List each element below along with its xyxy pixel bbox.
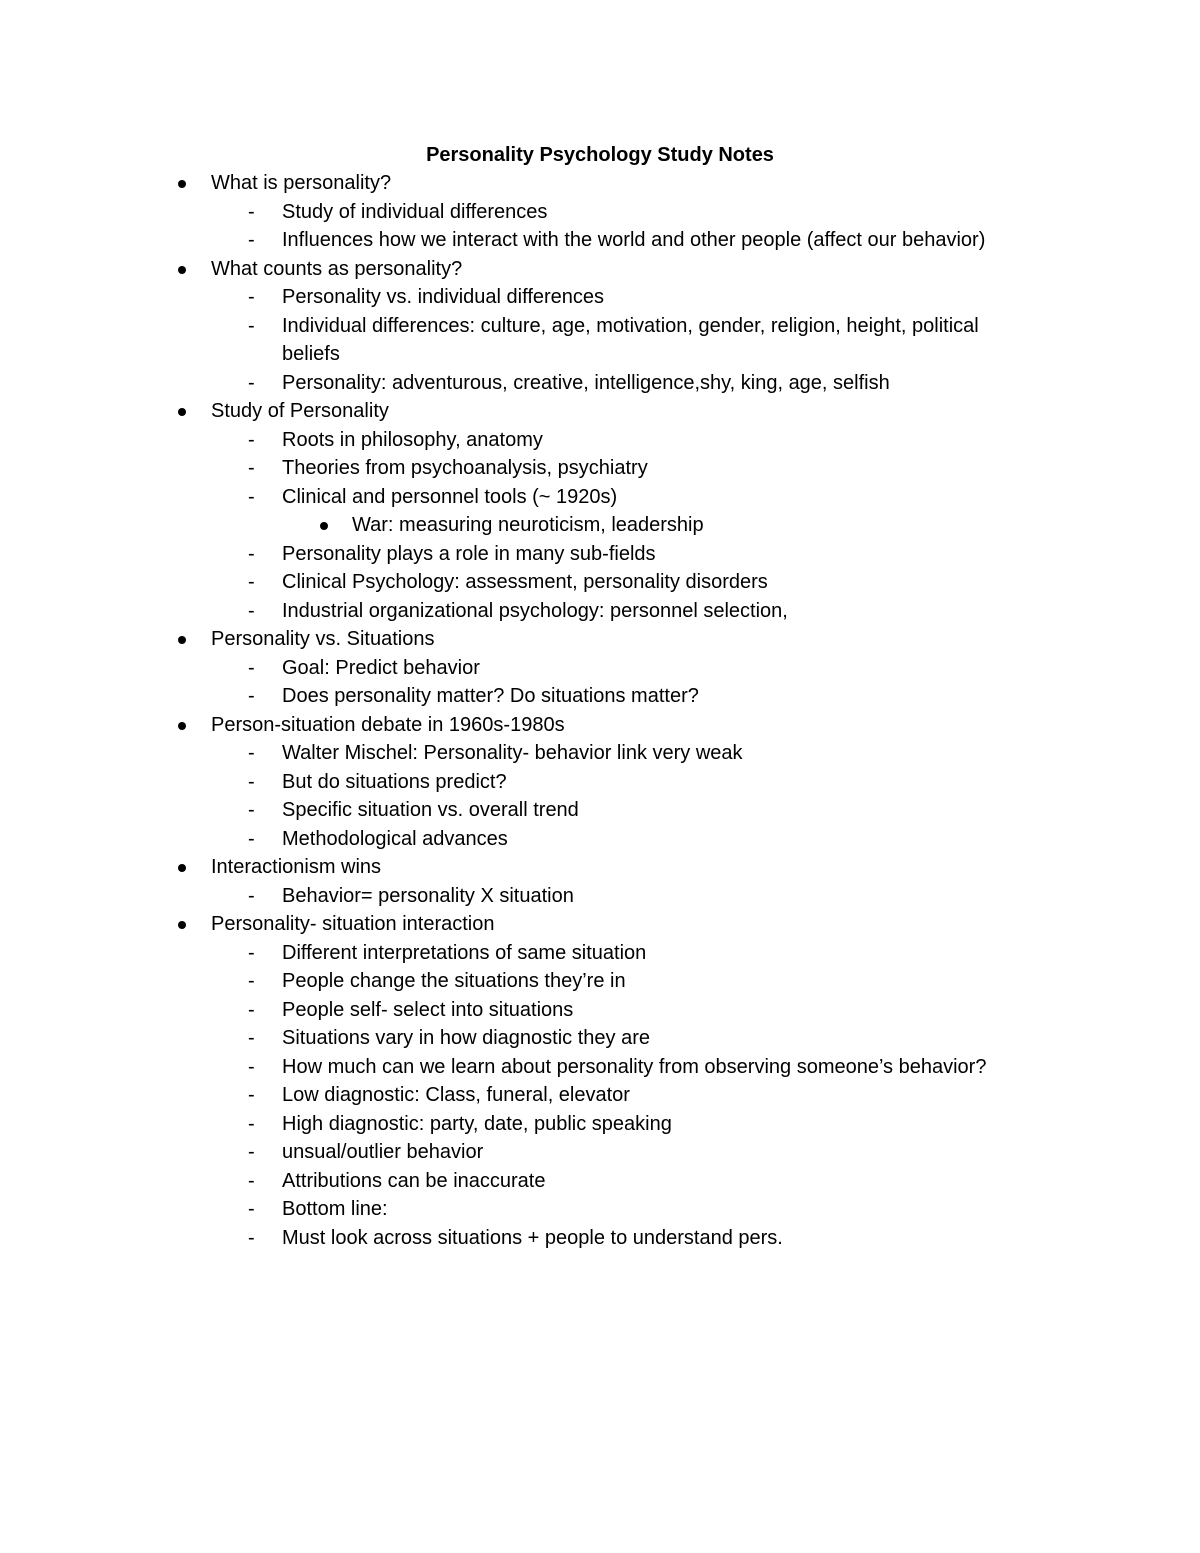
- dash-bullet-icon: -: [248, 1141, 255, 1163]
- section-heading: [0, 255, 1200, 284]
- note-item: [0, 369, 1200, 398]
- note-text: Clinical Psychology: assessment, personality disorders: [282, 571, 768, 593]
- dash-bullet-icon: -: [248, 941, 255, 964]
- dash-bullet-icon: -: [248, 827, 255, 850]
- dash-bullet-icon: -: [248, 998, 255, 1021]
- note-item: [0, 1053, 1200, 1082]
- note-text: Behavior= personality X situation: [282, 884, 574, 907]
- note-item: [0, 1110, 1200, 1139]
- dash-bullet-icon: -: [248, 1112, 255, 1135]
- dash-bullet-icon: -: [248, 371, 255, 394]
- note-item: [0, 796, 1200, 825]
- note-text: People change the situations they’re in: [282, 970, 626, 992]
- section-heading: [0, 625, 1200, 654]
- note-item: [0, 825, 1200, 854]
- sub-note-item: [0, 511, 1200, 540]
- dash-bullet-icon: -: [248, 685, 255, 707]
- bullet-dot-icon: [178, 180, 186, 188]
- dash-bullet-icon: -: [248, 884, 255, 907]
- note-item: [0, 1167, 1200, 1196]
- note-item: [0, 426, 1200, 455]
- note-text: Study of Personality: [211, 400, 389, 422]
- note-text: Theories from psychoanalysis, psychiatry: [282, 457, 648, 479]
- note-text: Specific situation vs. overall trend: [282, 799, 579, 821]
- note-text: Individual differences: culture, age, motivation, gender, religion, height, political beliefs: [282, 314, 979, 365]
- note-item: [0, 768, 1200, 797]
- note-item: [0, 540, 1200, 569]
- dash-bullet-icon: -: [248, 1169, 255, 1192]
- dash-bullet-icon: -: [248, 970, 255, 992]
- note-item: [0, 1224, 1200, 1253]
- dash-bullet-icon: -: [248, 1198, 255, 1220]
- note-text: Interactionism wins: [211, 856, 382, 878]
- note-item: [0, 597, 1200, 626]
- bullet-dot-icon: [178, 408, 186, 416]
- section-heading: [0, 169, 1200, 198]
- note-item: [0, 568, 1200, 597]
- dash-bullet-icon: -: [248, 485, 255, 508]
- note-text: Situations vary in how diagnostic they are: [282, 1027, 650, 1049]
- section-heading: [0, 910, 1200, 939]
- note-text: Personality vs. individual differences: [282, 286, 605, 308]
- note-item: [0, 882, 1200, 911]
- note-item: [0, 739, 1200, 768]
- note-text: But do situations predict?: [282, 770, 507, 793]
- bullet-dot-icon: [178, 864, 186, 872]
- note-item: [0, 967, 1200, 996]
- section-heading: [0, 397, 1200, 426]
- dash-bullet-icon: -: [248, 457, 255, 479]
- note-item: [0, 1138, 1200, 1167]
- dash-bullet-icon: -: [248, 314, 255, 337]
- note-text: What counts as personality?: [211, 257, 463, 280]
- section-heading: [0, 711, 1200, 740]
- bullet-dot-icon: [320, 522, 328, 530]
- note-text: Walter Mischel: Personality- behavior link very weak: [282, 742, 743, 764]
- notes-outline: [0, 169, 1200, 1252]
- dash-bullet-icon: -: [248, 571, 255, 593]
- note-item: [0, 939, 1200, 968]
- note-item: [0, 996, 1200, 1025]
- note-text: Goal: Predict behavior: [282, 656, 480, 679]
- note-item: [0, 198, 1200, 227]
- dash-bullet-icon: -: [248, 656, 255, 679]
- note-text: Person-situation debate in 1960s-1980s: [211, 713, 565, 736]
- dash-bullet-icon: -: [248, 1226, 255, 1249]
- note-item: [0, 226, 1200, 255]
- note-item: [0, 483, 1200, 512]
- section-heading: [0, 853, 1200, 882]
- note-item: [0, 1081, 1200, 1110]
- note-text: Influences how we interact with the world and other people (affect our behavior): [282, 229, 986, 251]
- dash-bullet-icon: -: [248, 229, 255, 251]
- bullet-dot-icon: [178, 722, 186, 730]
- note-text: Personality: adventurous, creative, intelligence,shy, king, age, selfish: [282, 371, 890, 394]
- note-text: Study of individual differences: [282, 200, 548, 223]
- note-text: Bottom line:: [282, 1198, 388, 1220]
- note-item: [0, 654, 1200, 683]
- note-text: Roots in philosophy, anatomy: [282, 428, 543, 451]
- bullet-dot-icon: [178, 266, 186, 274]
- note-text: War: measuring neuroticism, leadership: [352, 514, 704, 536]
- note-text: Attributions can be inaccurate: [282, 1169, 546, 1192]
- note-text: Does personality matter? Do situations matter?: [282, 685, 699, 707]
- note-text: Clinical and personnel tools (~ 1920s): [282, 485, 618, 508]
- note-text: Personality- situation interaction: [211, 913, 495, 935]
- note-text: Must look across situations + people to understand pers.: [282, 1226, 783, 1249]
- dash-bullet-icon: -: [248, 1027, 255, 1049]
- note-text: What is personality?: [211, 172, 392, 194]
- note-item: [0, 283, 1200, 312]
- note-text: Industrial organizational psychology: personnel selection,: [282, 599, 788, 622]
- note-item: [0, 682, 1200, 711]
- bullet-dot-icon: [178, 921, 186, 929]
- note-item: [0, 454, 1200, 483]
- note-text: Different interpretations of same situation: [282, 941, 647, 964]
- note-text: High diagnostic: party, date, public speaking: [282, 1112, 672, 1135]
- dash-bullet-icon: -: [248, 742, 255, 764]
- note-text: unsual/outlier behavior: [282, 1141, 484, 1163]
- dash-bullet-icon: -: [248, 599, 255, 622]
- note-text: Personality plays a role in many sub-fields: [282, 542, 656, 565]
- note-text: People self- select into situations: [282, 998, 574, 1021]
- note-item: [0, 312, 1042, 369]
- note-item: [0, 1024, 1200, 1053]
- dash-bullet-icon: -: [248, 542, 255, 565]
- note-text: Personality vs. Situations: [211, 628, 435, 650]
- note-text: Low diagnostic: Class, funeral, elevator: [282, 1084, 630, 1106]
- note-item: [0, 1195, 1200, 1224]
- dash-bullet-icon: -: [248, 799, 255, 821]
- dash-bullet-icon: -: [248, 1084, 255, 1106]
- dash-bullet-icon: -: [248, 1055, 255, 1078]
- bullet-dot-icon: [178, 636, 186, 644]
- dash-bullet-icon: -: [248, 286, 255, 308]
- dash-bullet-icon: -: [248, 200, 255, 223]
- note-text: Methodological advances: [282, 827, 508, 850]
- dash-bullet-icon: -: [248, 428, 255, 451]
- document-title: Personality Psychology Study Notes: [426, 144, 774, 166]
- dash-bullet-icon: -: [248, 770, 255, 793]
- note-text: How much can we learn about personality from observing someone’s behavior?: [282, 1055, 987, 1078]
